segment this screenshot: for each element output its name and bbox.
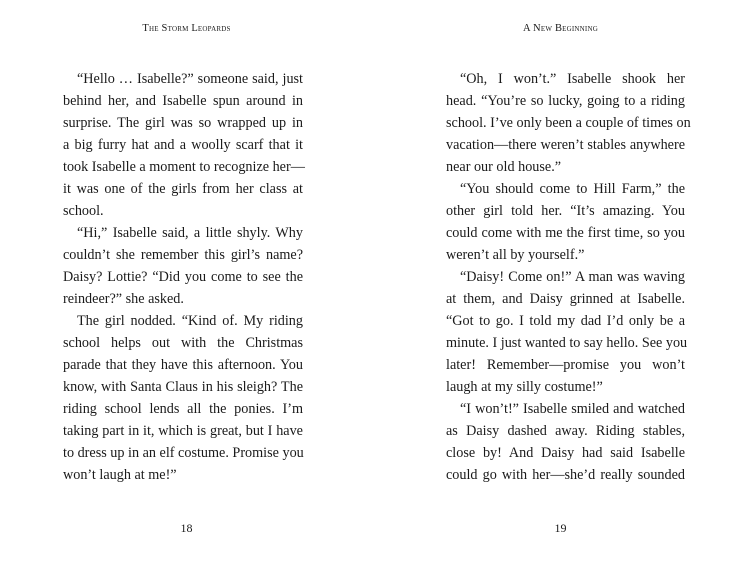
text-line: to dress up in an elf costume. Promise you: [63, 445, 304, 461]
text-line: vacation—there weren’t stables anywhere: [446, 137, 685, 153]
text-line: weren’t all by yourself.”: [446, 247, 585, 263]
text-line: minute. I just wanted to say hello. See you: [446, 335, 688, 351]
text-line: parade that they have this afternoon. You: [63, 357, 303, 373]
running-head-right-text: A New Beginning: [523, 23, 598, 34]
text-line: a big furry hat and a woolly scarf that it: [63, 137, 303, 153]
right-page-body: [446, 68, 691, 486]
text-line: school helps out with the Christmas: [63, 335, 303, 351]
page-number-right: 19: [554, 521, 567, 535]
page-number-left: 18: [180, 521, 193, 535]
text-line: as Daisy dashed away. Riding stables,: [446, 423, 685, 439]
text-line: surprise. The girl was so wrapped up in: [63, 115, 303, 131]
text-line: reindeer?” she asked.: [63, 291, 184, 307]
running-head-right: [374, 23, 747, 34]
text-line: “Daisy! Come on!” A man was waving: [460, 269, 685, 285]
text-line: near our old house.”: [446, 159, 562, 175]
text-line: it was one of the girls from her class at: [63, 181, 303, 197]
text-line: could come with me the first time, so you: [446, 225, 685, 241]
right-page: [374, 0, 747, 576]
text-line: “Hello … Isabelle?” someone said, just: [77, 71, 303, 87]
text-line: taking part in it, which is great, but I have: [63, 423, 303, 439]
text-line: school. I’ve only been a couple of times on: [446, 115, 691, 131]
text-line: “Oh, I won’t.” Isabelle shook her: [460, 71, 685, 87]
text-line: laugh at my silly costume!”: [446, 379, 603, 395]
text-line: later! Remember—promise you won’t: [446, 357, 685, 373]
text-line: couldn’t she remember this girl’s name?: [63, 247, 303, 263]
running-head-left-text: The Storm Leopards: [142, 23, 231, 34]
text-line: other girl told her. “It’s amazing. You: [446, 203, 685, 219]
left-page-body: [63, 68, 303, 486]
text-line: behind her, and Isabelle spun around in: [63, 93, 303, 109]
text-line: “Hi,” Isabelle said, a little shyly. Why: [77, 225, 303, 241]
left-page: [0, 0, 373, 576]
text-line: know, with Santa Claus in his sleigh? The: [63, 379, 303, 395]
text-line: took Isabelle a moment to recognize her—: [63, 159, 305, 175]
text-line: “I won’t!” Isabelle smiled and watched: [460, 401, 685, 417]
running-head-left: [0, 23, 373, 34]
text-line: at them, and Daisy grinned at Isabelle.: [446, 291, 685, 307]
text-line: won’t laugh at me!”: [63, 467, 177, 483]
text-line: The girl nodded. “Kind of. My riding: [77, 313, 303, 329]
text-line: riding school lends all the ponies. I’m: [63, 401, 303, 417]
text-line: “Got to go. I told my dad I’d only be a: [446, 313, 685, 329]
text-line: could go with her—she’d really sounded: [446, 467, 685, 483]
text-line: school.: [63, 203, 104, 219]
text-line: “You should come to Hill Farm,” the: [460, 181, 685, 197]
text-line: Daisy? Lottie? “Did you come to see the: [63, 269, 303, 285]
text-line: head. “You’re so lucky, going to a riding: [446, 93, 685, 109]
text-line: close by! And Daisy had said Isabelle: [446, 445, 685, 461]
